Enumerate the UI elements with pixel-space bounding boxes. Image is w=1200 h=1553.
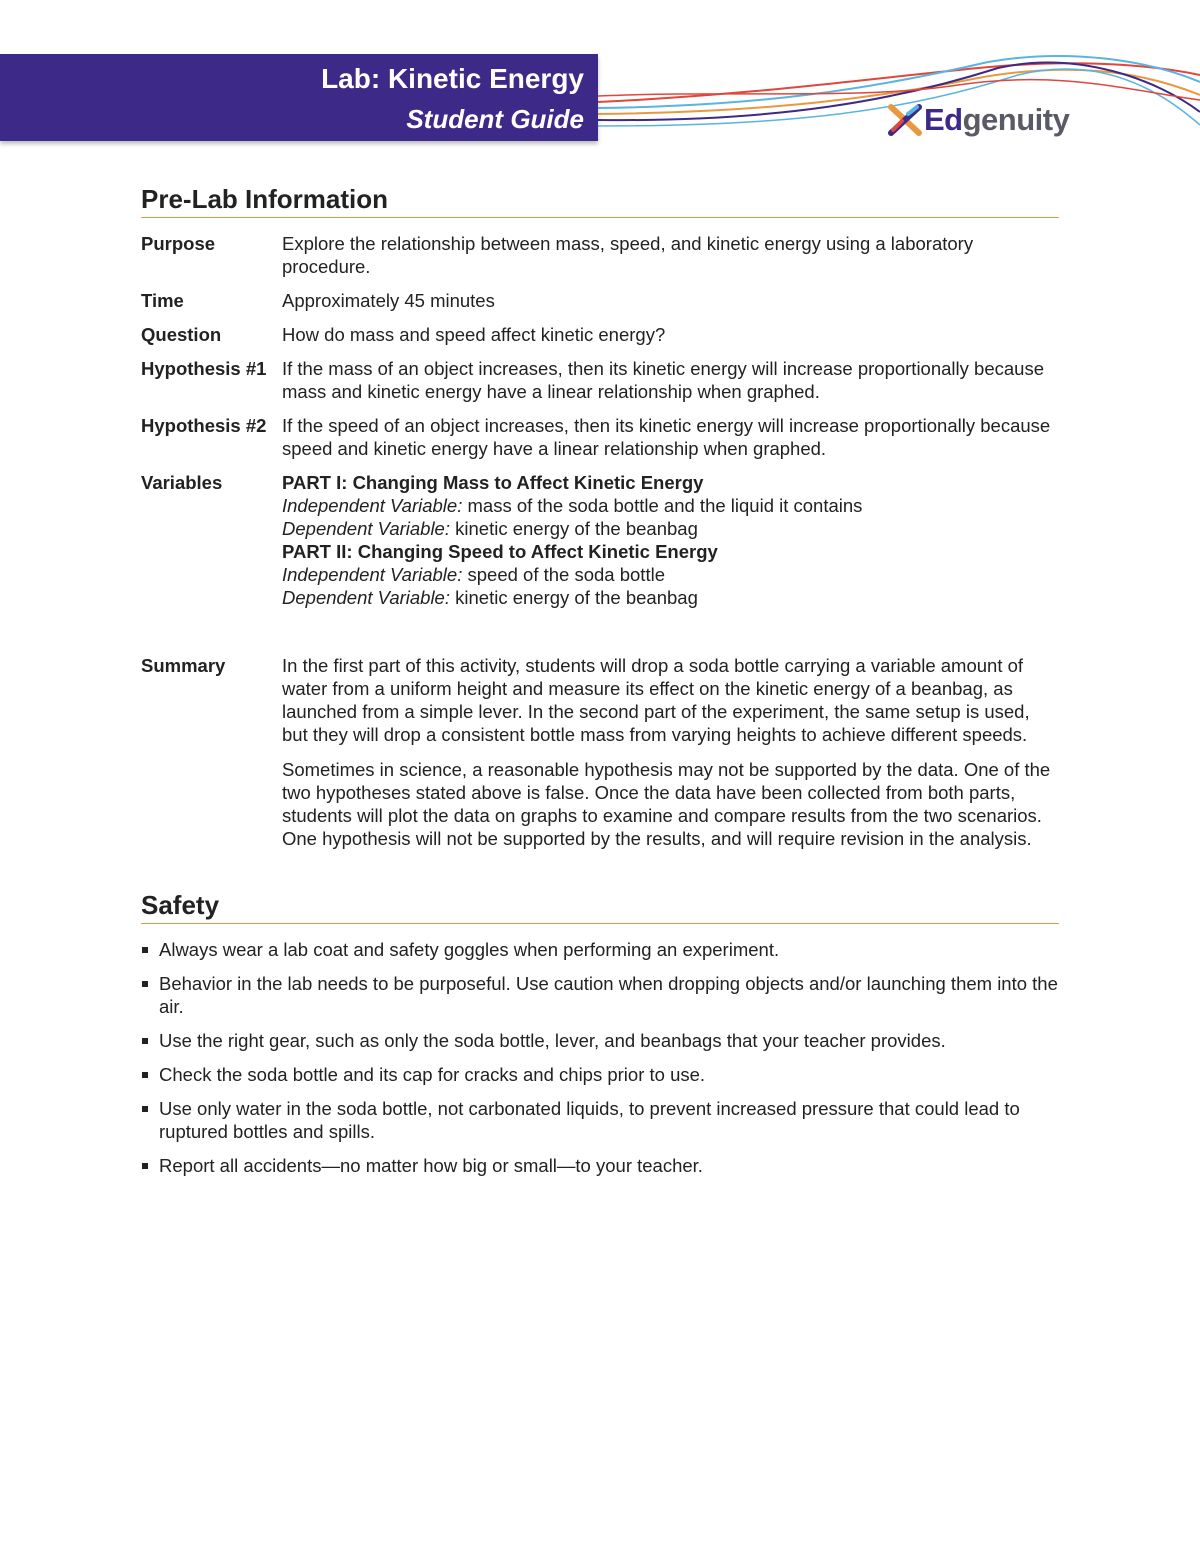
- safety-item-text: Check the soda bottle and its cap for cracks and chips prior to use.: [159, 1064, 706, 1085]
- safety-section: [141, 890, 1059, 1177]
- purpose-row: [141, 232, 1059, 278]
- hypothesis-2-value: If the speed of an object increases, then its kinetic energy will increase proportionally because speed and kinetic energy have a linear relationship when graphed.: [282, 415, 1051, 459]
- document-title: Lab: Kinetic Energy: [321, 63, 584, 94]
- part-1-dependent-value: kinetic energy of the beanbag: [450, 518, 698, 539]
- hypothesis-2-label: Hypothesis #2: [141, 415, 267, 436]
- bullet-icon: [142, 1163, 148, 1169]
- prelab-info-table: [141, 232, 1059, 850]
- document-subtitle: Student Guide: [406, 104, 584, 134]
- document-body: [141, 184, 1059, 1188]
- part-2-dependent-label: Dependent Variable:: [282, 587, 450, 608]
- logo-wordmark-ed: Ed: [924, 102, 963, 137]
- part-2-independent-value: speed of the soda bottle: [462, 564, 665, 585]
- bullet-icon: [142, 1038, 148, 1044]
- bullet-icon: [142, 947, 148, 953]
- part-1-independent: [282, 494, 1059, 517]
- variables-value: [282, 471, 1059, 609]
- edgenuity-logo: [888, 100, 1068, 140]
- safety-heading: Safety: [141, 890, 1059, 924]
- list-item: [141, 1097, 1059, 1143]
- part-1-independent-label: Independent Variable:: [282, 495, 463, 516]
- purpose-value: Explore the relationship between mass, speed, and kinetic energy using a laboratory procedure.: [282, 233, 974, 277]
- summary-paragraph-2: Sometimes in science, a reasonable hypothesis may not be supported by the data. One of the two hypotheses stated above is false. Once the data have been collected from both parts, students will plot the data on graphs to examine and compare results from the two scenarios. One hypothesis will not be supported by the results, and will require revision in the analysis.: [282, 759, 1051, 849]
- prelab-heading: Pre-Lab Information: [141, 184, 1059, 218]
- list-item: [141, 1063, 1059, 1086]
- time-value: Approximately 45 minutes: [282, 290, 495, 311]
- list-item: [141, 938, 1059, 961]
- summary-paragraph-1: In the first part of this activity, students will drop a soda bottle carrying a variable amount of water from a uniform height and measure its effect on the kinetic energy of a beanbag, as launched from a simple lever. In the second part of the experiment, the same setup is used, but they will drop a consistent bottle mass from varying heights to achieve different speeds.: [282, 655, 1030, 745]
- logo-wordmark: [924, 102, 1069, 138]
- summary-label: Summary: [141, 655, 226, 676]
- part-1-dependent: [282, 517, 1059, 540]
- logo-wordmark-genuity: genuity: [962, 102, 1070, 137]
- question-row: [141, 323, 1059, 346]
- bullet-icon: [142, 1072, 148, 1078]
- part-1-independent-value: mass of the soda bottle and the liquid it contains: [462, 495, 863, 516]
- part-1-dependent-label: Dependent Variable:: [282, 518, 450, 539]
- safety-item-text: Behavior in the lab needs to be purposeful. Use caution when dropping objects and/or launching them into the air.: [159, 973, 1058, 1017]
- question-value: How do mass and speed affect kinetic energy?: [282, 324, 666, 345]
- part-2-independent-label: Independent Variable:: [282, 564, 463, 585]
- summary-value: [282, 654, 1059, 850]
- safety-item-text: Report all accidents—no matter how big or small—to your teacher.: [159, 1155, 703, 1176]
- hypothesis-2-row: [141, 414, 1059, 460]
- part-2-title: PART II: Changing Speed to Affect Kinetic Energy: [282, 541, 718, 562]
- variables-label: Variables: [141, 472, 223, 493]
- bullet-icon: [142, 1106, 148, 1112]
- part-1-title: PART I: Changing Mass to Affect Kinetic Energy: [282, 472, 704, 493]
- hypothesis-1-row: [141, 357, 1059, 403]
- safety-item-text: Use only water in the soda bottle, not carbonated liquids, to prevent increased pressure that could lead to ruptured bottles and spills.: [159, 1098, 1020, 1142]
- purpose-label: Purpose: [141, 233, 216, 254]
- part-2-dependent-value: kinetic energy of the beanbag: [450, 587, 698, 608]
- safety-item-text: Always wear a lab coat and safety goggles when performing an experiment.: [159, 939, 780, 960]
- safety-list: [141, 938, 1059, 1177]
- list-item: [141, 972, 1059, 1018]
- hypothesis-1-value: If the mass of an object increases, then its kinetic energy will increase proportionally because mass and kinetic energy have a linear relationship when graphed.: [282, 358, 1044, 402]
- list-item: [141, 1029, 1059, 1052]
- part-2-dependent: [282, 586, 1059, 609]
- list-item: [141, 1154, 1059, 1177]
- header-banner: [0, 54, 598, 141]
- variables-row: [141, 471, 1059, 609]
- hypothesis-1-label: Hypothesis #1: [141, 358, 267, 379]
- safety-item-text: Use the right gear, such as only the soda bottle, lever, and beanbags that your teacher provides.: [159, 1030, 946, 1051]
- time-row: [141, 289, 1059, 312]
- bullet-icon: [142, 981, 148, 987]
- edgenuity-x-icon: [888, 104, 922, 136]
- time-label: Time: [141, 290, 184, 311]
- part-2-independent: [282, 563, 1059, 586]
- summary-row: [141, 654, 1059, 850]
- question-label: Question: [141, 324, 222, 345]
